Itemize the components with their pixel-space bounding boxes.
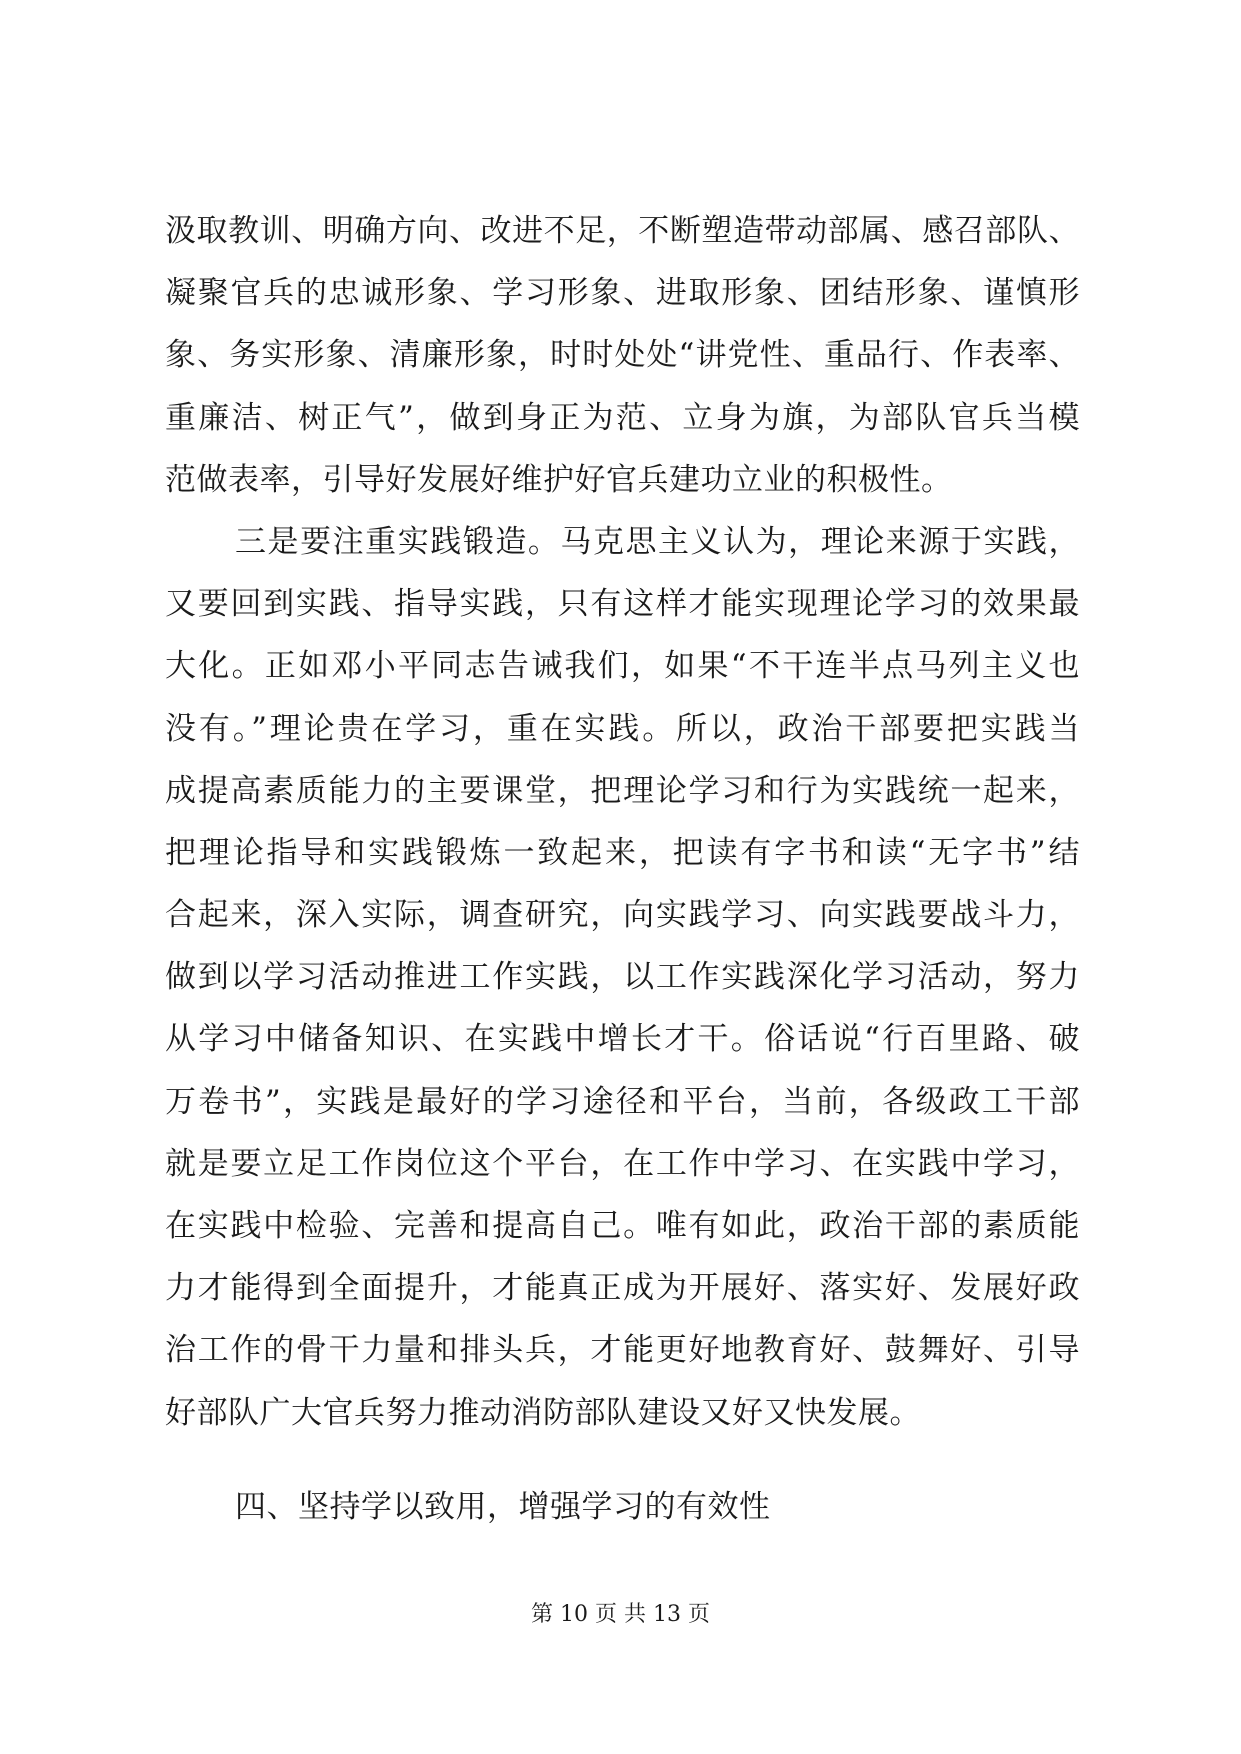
paragraph-line: 汲取教训、明确方向、改进不足，不断塑造带动部属、感召部队、 <box>165 213 1080 249</box>
paragraph-line: 治工作的骨干力量和排头兵，才能更好地教育好、鼓舞好、引导 <box>165 1332 1080 1369</box>
paragraph-line: 做到以学习活动推进工作实践，以工作实践深化学习活动，努力 <box>165 959 1080 996</box>
paragraph-line: 力才能得到全面提升，才能真正成为开展好、落实好、发展好政 <box>165 1270 1080 1307</box>
paragraph-line: 大化。正如邓小平同志告诫我们，如果“不干连半点马列主义也 <box>165 648 1080 685</box>
paragraph-line: 从学习中储备知识、在实践中增长才干。俗话说“行百里路、破 <box>165 1021 1080 1058</box>
paragraph-line: 象、务实形象、清廉形象，时时处处“讲党性、重品行、作表率、 <box>165 337 1080 374</box>
paragraph-line: 合起来，深入实际，调查研究，向实践学习、向实践要战斗力， <box>165 897 1080 934</box>
paragraph-line: 三是要注重实践锻造。马克思主义认为，理论来源于实践， <box>235 523 1080 560</box>
paragraph-line: 凝聚官兵的忠诚形象、学习形象、进取形象、团结形象、谨慎形 <box>165 275 1080 312</box>
paragraph-line: 重廉洁、树正气”，做到身正为范、立身为旗，为部队官兵当模 <box>165 399 1080 436</box>
paragraph-line: 成提高素质能力的主要课堂，把理论学习和行为实践统一起来， <box>165 772 1080 809</box>
paragraph-line: 就是要立足工作岗位这个平台，在工作中学习、在实践中学习， <box>165 1145 1080 1182</box>
paragraph-line: 又要回到实践、指导实践，只有这样才能实现理论学习的效果最 <box>165 586 1080 623</box>
paragraph-line: 没有。”理论贵在学习，重在实践。所以，政治干部要把实践当 <box>165 710 1080 747</box>
paragraph-line: 万卷书”，实践是最好的学习途径和平台，当前，各级政工干部 <box>165 1083 1080 1120</box>
paragraph-line: 好部队广大官兵努力推动消防部队建设又好又快发展。 <box>165 1394 921 1431</box>
paragraph-line: 在实践中检验、完善和提高自己。唯有如此，政治干部的素质能 <box>165 1208 1080 1244</box>
paragraph-line: 把理论指导和实践锻炼一致起来，把读有字书和读“无字书”结 <box>165 834 1080 871</box>
body-text <box>165 200 1080 1444</box>
paragraph-line: 范做表率，引导好发展好维护好官兵建功立业的积极性。 <box>165 461 953 498</box>
page-number-footer: 第 10 页 共 13 页 <box>531 1602 710 1627</box>
section-heading: 四、坚持学以致用，增强学习的有效性 <box>235 1489 771 1525</box>
